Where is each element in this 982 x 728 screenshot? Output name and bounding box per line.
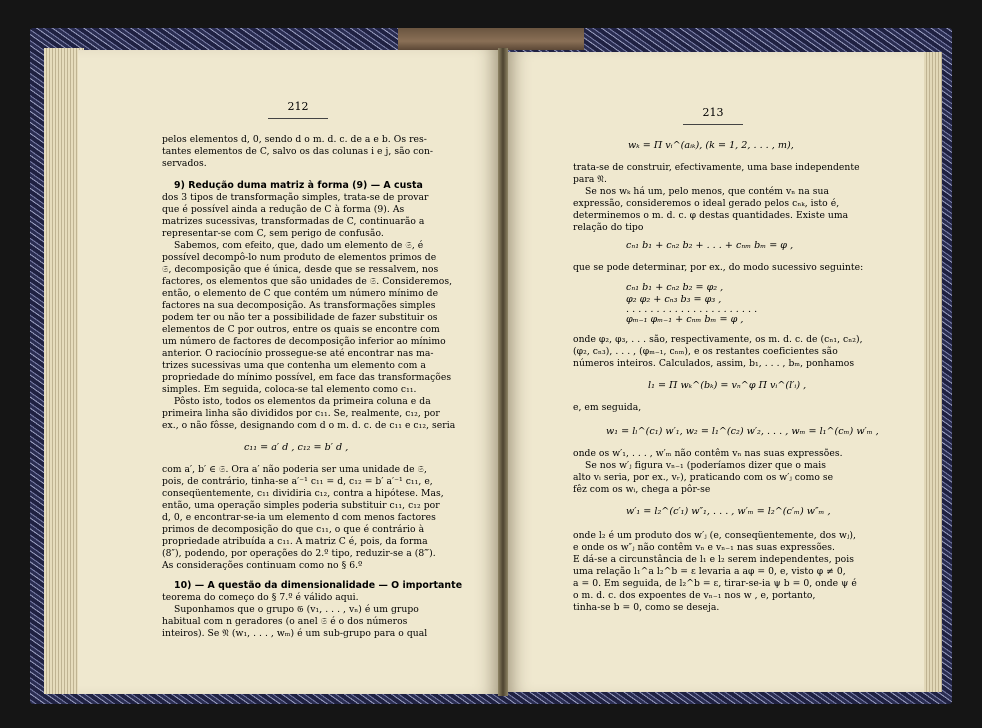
equation: w₁ = lₗ^(c₁) w′₁, w₂ = l₁^(c₂) w′₂, . . . , wₘ = l₁^(cₘ) w′ₘ ,: [606, 426, 879, 437]
text-line: e onde os w″ⱼ não contêm vₙ e vₙ₋₁ nas suas expressões.: [573, 542, 836, 553]
equation: wₖ = Π vᵢ^(aᵢₖ), (k = 1, 2, . . . , m),: [628, 140, 794, 151]
header-rule-left: [268, 118, 328, 119]
text-line: dos 3 tipos de transformação simples, trata-se de provar: [162, 192, 429, 203]
header-rule-right: [683, 124, 743, 125]
text-line: expressão, consideremos o ideal gerado pelos cₙₖ, isto é,: [573, 198, 840, 209]
text-line: propriedade do mínimo possível, em face das transformações: [162, 372, 452, 383]
text-line: tinha-se b = 0, como se deseja.: [573, 602, 720, 613]
text-line: onde os w′₁, . . . , w′ₘ não contêm vₙ nas suas expressões.: [573, 448, 843, 459]
text-line: um número de factores de decomposição inferior ao mínimo: [162, 336, 446, 347]
text-line: matrizes sucessivas, transformadas de C, continuarão a: [162, 216, 425, 227]
text-line: alto vᵢ seria, por ex., vᵣ), praticando com os w′ⱼ como se: [573, 472, 834, 483]
section-heading: 9) Redução duma matriz à forma (9) — A custa: [174, 180, 423, 191]
text-line: inteiros). Se 𝔑 (w₁, . . . , wₘ) é um sub-grupo para o qual: [162, 628, 428, 639]
text-line: factores na sua decomposição. As transformações simples: [162, 300, 436, 311]
text-line: relação do tipo: [573, 222, 644, 233]
text-line: primeira linha são divididos por c₁₁. Se, realmente, c₁₂, por: [162, 408, 440, 419]
text-line: anterior. O raciocínio prossegue-se até encontrar nas ma-: [162, 348, 434, 359]
text-line: servados.: [162, 158, 207, 169]
text-line: Se nos wₖ há um, pelo menos, que contém vₙ na sua: [585, 186, 829, 197]
text-line: (φ₂, cₙ₃), . . . , (φₘ₋₁, cₙₘ), e os restantes coeficientes são: [573, 346, 838, 357]
text-line: teorema do começo do § 7.º é válido aqui.: [162, 592, 359, 603]
text-line: pelos elementos d, 0, sendo d o m. d. c. de a e b. Os res-: [162, 134, 427, 145]
text-line: determinemos o m. d. c. φ destas quantidades. Existe uma: [573, 210, 849, 221]
equation: cₙ₁ b₁ + cₙ₂ b₂ + . . . + cₙₘ bₘ = φ ,: [626, 240, 794, 251]
text-line: E dá-se a circunstância de l₁ e l₂ serem independentes, pois: [573, 554, 854, 565]
text-line: As considerações continuam como no § 6.º: [162, 560, 363, 571]
text-line: números inteiros. Calculados, assim, b₁, . . . , bₘ, ponhamos: [573, 358, 855, 369]
text-line: onde l₂ é um produto dos w′ⱼ (e, conseqüentemente, dos wⱼ),: [573, 530, 856, 541]
text-line: a = 0. Em seguida, de l₂^b = ε, tirar-se-ia ψ b = 0, onde ψ é: [573, 578, 857, 589]
text-line: elementos de C por outros, entre os quais se encontre com: [162, 324, 440, 335]
text-line: onde φ₂, φ₃, . . . são, respectivamente, os m. d. c. de (cₙ₁, cₙ₂),: [573, 334, 863, 345]
text-line: trizes sucessivas uma que contenha um elemento com a: [162, 360, 426, 371]
text-line: 𝔖, decomposição que é única, desde que se ressalvem, nos: [162, 264, 439, 275]
text-line: Suponhamos que o grupo 𝔊 (v₁, . . . , vₙ) é um grupo: [174, 604, 419, 615]
text-line: Se nos w′ⱼ figura vₙ₋₁ (poderíamos dizer que o mais: [585, 460, 826, 471]
text-line: então, uma operação simples poderia substituir c₁₁, c₁₂ por: [162, 500, 440, 511]
book-spine-top: [398, 28, 584, 50]
equation: c₁₁ = a′ d , c₁₂ = b′ d ,: [244, 442, 349, 453]
text-line: para 𝔑.: [573, 174, 607, 185]
text-line: trata-se de construir, efectivamente, uma base independente: [573, 162, 860, 173]
equation: cₙ₁ b₁ + cₙ₂ b₂ = φ₂ ,: [626, 282, 724, 293]
text-line: e, em seguida,: [573, 402, 642, 413]
text-line: primos de decomposição do que c₁₁, o que é contrário à: [162, 524, 425, 535]
text-line: tantes elementos de C, salvo os das colunas i e j, são con-: [162, 146, 434, 157]
text-line: (8″), podendo, por operações do 2.º tipo, reduzir-se a (8‴).: [162, 548, 436, 559]
text-line: possível decompô-lo num produto de elementos primos de: [162, 252, 437, 263]
text-line: o m. d. c. dos expoentes de vₙ₋₁ nos w , e, portanto,: [573, 590, 816, 601]
text-line: Sabemos, com efeito, que, dado um elemento de 𝔖, é: [174, 240, 424, 251]
text-line: simples. Em seguida, coloca-se tal elemento como c₁₁.: [162, 384, 417, 395]
text-line: que é possível ainda a redução de C à forma (9). As: [162, 204, 405, 215]
text-line: podem ter ou não ter a possibilidade de fazer substituir os: [162, 312, 438, 323]
text-line: ex., o não fôsse, designando com d o m. d. c. de c₁₁ e c₁₂, seria: [162, 420, 456, 431]
page-number-left: 212: [287, 100, 309, 113]
text-line: conseqüentemente, c₁₁ dividiria c₁₂, contra a hipótese. Mas,: [162, 488, 444, 499]
equation: l₁ = Π wₖ^(bₖ) = vₙ^φ Π vᵢ^(l′ᵢ) ,: [648, 380, 807, 391]
page-number-right: 213: [702, 106, 724, 119]
text-line: habitual com n geradores (o anel 𝔖 é o dos números: [162, 616, 408, 627]
text-line: uma relação l₁^a l₂^b = ε levaria a aφ = 0, e, visto φ ≠ 0,: [573, 566, 846, 577]
text-line: fêz com os wᵢ, chega a pôr-se: [573, 484, 711, 495]
text-line: d, 0, e encontrar-se-ia um elemento d com menos factores: [162, 512, 436, 523]
section-heading: 10) — A questão da dimensionalidade — O importante: [174, 580, 463, 591]
text-line: propriedade atribuída a c₁₁. A matriz C é, pois, da forma: [162, 536, 428, 547]
equation: w′₁ = l₂^(c′₁) w″₁, . . . , w′ₘ = l₂^(c′ₘ) w″ₘ ,: [626, 506, 831, 517]
text-line: Pôsto isto, todos os elementos da primeira coluna e da: [174, 396, 431, 407]
text-line: então, o elemento de C que contém um número mínimo de: [162, 288, 439, 299]
text-line: factores, os elementos que são unidades de 𝔖. Consideremos,: [162, 276, 453, 287]
text-line: pois, de contrário, tinha-se a′⁻¹ c₁₁ = d, c₁₂ = b′ a′⁻¹ c₁₁, e,: [162, 476, 433, 487]
text-line: que se pode determinar, por ex., do modo sucessivo seguinte:: [573, 262, 864, 273]
book-gutter: [498, 48, 508, 696]
text-line: representar-se com C, sem perigo de confusão.: [162, 228, 384, 239]
text-line: com a′, b′ ∈ 𝔖. Ora a′ não poderia ser uma unidade de 𝔖,: [162, 464, 427, 475]
equation: . . . . . . . . . . . . . . . . . . . . . .: [626, 304, 758, 315]
equation: φ₂ φ₂ + cₙ₃ b₃ = φ₃ ,: [626, 294, 722, 305]
equation: φₘ₋₁ φₘ₋₁ + cₙₘ bₘ = φ ,: [626, 314, 744, 325]
